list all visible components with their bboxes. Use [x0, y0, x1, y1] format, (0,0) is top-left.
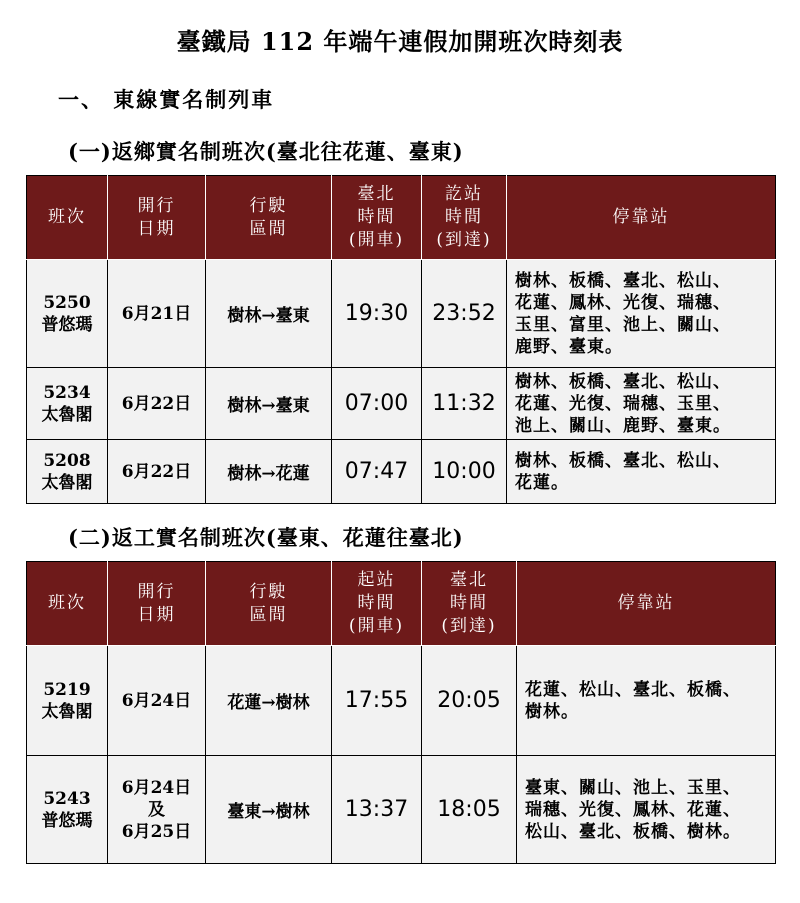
header-date: 開行 日期	[108, 176, 206, 260]
header-train: 班次	[27, 176, 108, 260]
header-date: 開行 日期	[108, 562, 206, 646]
depart-time-cell: 19:30	[332, 260, 422, 368]
train-cell: 5243 普悠瑪	[27, 756, 108, 864]
depart-time-cell: 07:47	[332, 440, 422, 504]
date-cell: 6月22日	[108, 368, 206, 440]
header-depart: 起站 時間 (開車)	[332, 562, 422, 646]
table-subtitle-return-home: (一)返鄉實名制班次(臺北往花蓮、臺東)	[68, 139, 464, 164]
stops-cell: 樹林、板橋、臺北、松山、 花蓮、光復、瑞穗、玉里、 池上、關山、鹿野、臺東。	[507, 368, 776, 440]
stops-cell: 臺東、關山、池上、玉里、 瑞穗、光復、鳳林、花蓮、 松山、臺北、板橋、樹林。	[517, 756, 776, 864]
depart-time-cell: 07:00	[332, 368, 422, 440]
stops-cell: 樹林、板橋、臺北、松山、 花蓮、鳳林、光復、瑞穗、 玉里、富里、池上、關山、 鹿野、臺東。	[507, 260, 776, 368]
section-heading: 一、 東線實名制列車	[58, 87, 275, 112]
train-cell: 5250 普悠瑪	[27, 260, 108, 368]
arrive-time-cell: 20:05	[422, 646, 517, 756]
header-stops: 停靠站	[507, 176, 776, 260]
table-row	[27, 646, 776, 756]
arrive-time-cell: 11:32	[422, 368, 507, 440]
table-row	[27, 368, 776, 440]
header-train: 班次	[27, 562, 108, 646]
route-cell: 樹林→臺東	[206, 260, 332, 368]
header-arrive: 訖站 時間 (到達)	[422, 176, 507, 260]
page-title: 臺鐵局 112 年端午連假加開班次時刻表	[176, 27, 624, 56]
date-cell: 6月21日	[108, 260, 206, 368]
header-depart: 臺北 時間 (開車)	[332, 176, 422, 260]
header-route: 行駛 區間	[206, 176, 332, 260]
arrive-time-cell: 18:05	[422, 756, 517, 864]
depart-time-cell: 17:55	[332, 646, 422, 756]
arrive-time-cell: 23:52	[422, 260, 507, 368]
train-cell: 5234 太魯閣	[27, 368, 108, 440]
depart-time-cell: 13:37	[332, 756, 422, 864]
train-cell: 5208 太魯閣	[27, 440, 108, 504]
date-cell: 6月24日	[108, 646, 206, 756]
stops-cell: 樹林、板橋、臺北、松山、 花蓮。	[507, 440, 776, 504]
arrive-time-cell: 10:00	[422, 440, 507, 504]
header-route: 行駛 區間	[206, 562, 332, 646]
route-cell: 樹林→臺東	[206, 368, 332, 440]
route-cell: 臺東→樹林	[206, 756, 332, 864]
table-row	[27, 260, 776, 368]
date-cell: 6月24日 及 6月25日	[108, 756, 206, 864]
train-cell: 5219 太魯閣	[27, 646, 108, 756]
route-cell: 花蓮→樹林	[206, 646, 332, 756]
table-row	[27, 440, 776, 504]
date-cell: 6月22日	[108, 440, 206, 504]
route-cell: 樹林→花蓮	[206, 440, 332, 504]
stops-cell: 花蓮、松山、臺北、板橋、 樹林。	[517, 646, 776, 756]
timetable-return-home	[26, 175, 776, 504]
table-header-row	[27, 176, 776, 260]
timetable-return-work	[26, 561, 776, 864]
header-arrive: 臺北 時間 (到達)	[422, 562, 517, 646]
table-row	[27, 756, 776, 864]
table-subtitle-return-work: (二)返工實名制班次(臺東、花蓮往臺北)	[68, 525, 464, 550]
table-header-row	[27, 562, 776, 646]
header-stops: 停靠站	[517, 562, 776, 646]
